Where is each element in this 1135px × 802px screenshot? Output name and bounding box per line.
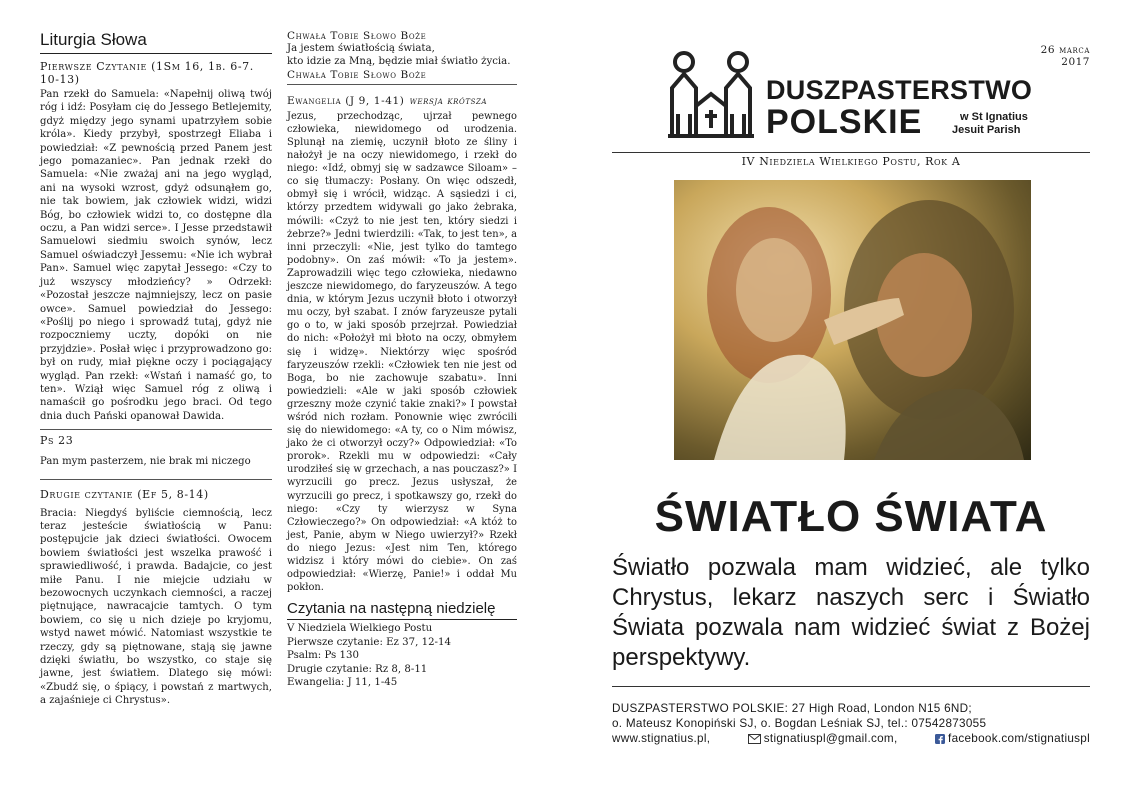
next-readings-list xyxy=(287,622,517,689)
email-link[interactable]: stignatiuspl@gmail.com, xyxy=(763,732,898,745)
contact-box xyxy=(612,686,1090,746)
acclamation-end: Chwała Tobie Słowo Boże xyxy=(287,68,427,81)
contact-address: DUSZPASTERSTWO POLSKIE: 27 High Road, London N15 6ND; xyxy=(612,702,972,715)
facebook-link-wrap[interactable] xyxy=(935,731,1090,746)
facebook-link[interactable]: facebook.com/stignatiuspl xyxy=(948,732,1090,745)
envelope-icon xyxy=(748,734,761,744)
divider xyxy=(287,84,517,85)
logo-sub1: w St Ignatius xyxy=(960,111,1028,123)
contact-priests: o. Mateusz Konopiński SJ, o. Bogdan Leśniak SJ, tel.: 07542873055 xyxy=(612,717,987,730)
left-column xyxy=(40,30,272,708)
divider xyxy=(40,479,272,480)
psalm-text: Pan mym pasterzem, nie brak mi niczego xyxy=(40,456,251,468)
logo-line1: DUSZPASTERSTWO xyxy=(766,75,1033,105)
next-sunday-heading: Czytania na następną niedzielę xyxy=(287,600,517,620)
gospel-label-row xyxy=(287,89,517,108)
psalm-label: Ps 23 xyxy=(40,434,74,448)
gospel-text: Jezus, przechodząc, ujrzał pewnego człowieka, niewidomego od urodzenia. Splunął na ziemię, uczynił błoto ze śliny i nałożył je na oczy niewidomego, i rzekł do niego: «Idź, obmyj się w sadzawce Siloam» – co się tłumaczy: Posłany. On więc odszedł, obmył się i wrócił, widząc. A sąsiedzi i ci, którzy przedtem widywali go jako żebraka, mówili: «Czyż to nie jest ten, który siedzi i żebrze?» Jedni twierdzili: «Tak, to jest ten», a inni przeczyli: «Nie, jest tylko do tamtego podobny». On zaś mówił: «To ja jestem». Zaprowadzili więc tego człowieka, niedawno jeszcze niewidomego, do faryzeuszów. A tego dnia, w którym Jezus uczynił błoto i otworzył mu oczy, był szabat. I znów faryzeusze pytali go o to, w jaki sposób przejrzał. Powiedział do nich: «Położył mi błoto na oczy, obmyłem się i widzę». Niektórzy więc spośród faryzeuszów rzekli: «Człowiek ten nie jest od Boga, bo nie zachowuje szabatu». Inni powiedzieli: «Ale w jaki sposób człowiek grzeszny może czynić takie znaki?» I powstał wśród nich rozłam. Ponownie więc zwrócili się do niewidomego: «A ty, co o Nim mówisz, jako że ci otworzył oczy?» Odpowiedział: «To prorok». Rzekli mu w odpowiedzi: «Cały urodziłeś się w grzechach, a nas pouczasz?» I wyrzucili go precz. Jezus usłyszał, że wyrzucili go precz, i spotkawszy go, rzekł do niego: «Czy ty wierzysz w Syna Człowieczego?» On odpowiedział: «A któż to jest, Panie, abym w Niego uwierzył?» Rzekł do niego Jezus: «Jest nim Ten, którego widzisz i który mówi do ciebie». On zaś odpowiedział: «Wierzę, Panie!» i oddał Mu pokłon. xyxy=(287,110,517,594)
gospel-label: Ewangelia (J 9, 1-41) xyxy=(287,94,405,107)
liturgy-heading: Liturgia Słowa xyxy=(40,30,272,54)
contact-links xyxy=(612,731,1090,746)
church-logo-icon xyxy=(664,48,760,140)
date-year: 2017 xyxy=(1061,56,1090,68)
first-reading-label: Pierwsze Czytanie (1Sm 16, 1b. 6-7. 10-13) xyxy=(40,60,254,86)
next-reading-item: Psalm: Ps 130 xyxy=(287,650,359,662)
second-reading-text: Bracia: Niegdyś byliście ciemnością, lecz teraz jesteście światłością w Panu: postępujcie jak dzieci światłości. Owocem bowiem światłości jest wszelka prawość i sprawiedliwość, i prawda. Badajcie, co jest miłe Panu. I nie miejcie udziału w bezowocnych uczynkach ciemności, a raczej piętnujące, nawracajcie tamtych. O tym bowiem, co się u nich dzieje po kryjomu, wstyd nawet mówić. Natomiast wszystkie te rzeczy, gdy są piętnowane, stają się jawne dzięki światłu, bo wszystko, co staje się jawne, jest światłem. Dlatego się mówi: «Zbudź się, o śpiący, i powstań z martwych, a zajaśnieje ci Chrystus». xyxy=(40,507,272,707)
headline: ŚWIATŁO ŚWIATA xyxy=(654,492,1048,541)
next-reading-item: V Niedziela Wielkiego Postu xyxy=(287,623,433,635)
next-reading-item: Drugie czytanie: Rz 8, 8-11 xyxy=(287,663,428,675)
acclamation-line: Ja jestem światłością świata, xyxy=(287,43,435,54)
next-reading-item: Pierwsze czytanie: Ez 37, 12-14 xyxy=(287,636,451,648)
gospel-version: wersja krótsza xyxy=(409,94,488,107)
lead-text: Światło pozwala mam widzieć, ale tylko Chrystus, lekarz naszych serc i Światło Świata pozwala nam widzieć świat z Bożej perspektywy. xyxy=(612,554,1090,671)
email-link-wrap[interactable] xyxy=(748,731,898,746)
facebook-icon xyxy=(935,734,945,744)
painting-image xyxy=(674,180,1031,460)
parish-logo xyxy=(664,48,1044,140)
next-reading-item: Ewangelia: J 11, 1-45 xyxy=(287,676,398,688)
middle-column xyxy=(287,30,517,689)
acclamation-line: kto idzie za Mną, będzie miał światło życia. xyxy=(287,56,511,68)
first-reading-text: Pan rzekł do Samuela: «Napełnij oliwą twój róg i idź: Posyłam cię do Jessego Betlejemity, gdyż między jego synami upatrzyłem sobie króla». Kiedy przybył, spostrzegł Eliaba i powiedział: «Z pewnością przed Panem jest jego pomazaniec». Pan jednak rzekł do Samuela: «Nie zważaj ani na jego wygląd, ani na wysoki wzrost, gdyż odsunąłem go, nie tak bowiem, jak człowiek widzi, widzi Bóg, bo człowiek widzi to, co dostępne dla oczu, a Pan widzi serce». I Jesse przedstawił Samuelowi siedmiu swoich synów, lecz Samuel oświadczył Jessemu: «Nie ich wybrał Pan». Samuel więc zapytał Jessego: «Czy to już wszyscy młodzieńcy? » Odrzekł: «Pozostał jeszcze najmniejszy, lecz on pasie owce». Samuel powiedział do Jessego: «Poślij po niego i sprowadź tutaj, gdyż nie rozpoczniemy uczty, dopóki on nie przyjdzie». Posłał więc i przyprowadzono go: był on rudy, miał piękne oczy i pociągający wygląd. Pan rzekł: «Wstań i namaść go, to ten». Wziął więc Samuel róg z oliwą i namaścił go pośrodku jego braci. Od tego dnia duch Pański opanował Dawida. xyxy=(40,89,272,422)
logo-subline xyxy=(952,111,1028,137)
website-link[interactable]: www.stignatius.pl, xyxy=(612,732,711,745)
second-reading-label: Drugie czytanie (Ef 5, 8-14) xyxy=(40,487,209,501)
issue-date xyxy=(1041,44,1090,68)
healing-blind-man-painting xyxy=(674,180,1031,460)
right-column xyxy=(612,40,1090,800)
divider xyxy=(40,429,272,430)
issue-subtitle: IV Niedziela Wielkiego Postu, Rok A xyxy=(612,152,1090,168)
logo-sub2: Jesuit Parish xyxy=(952,124,1021,136)
date-day: 26 marca xyxy=(1040,44,1090,56)
acclamation-title: Chwała Tobie Słowo Boże xyxy=(287,30,427,42)
logo-line2: POLSKIE xyxy=(766,103,923,141)
